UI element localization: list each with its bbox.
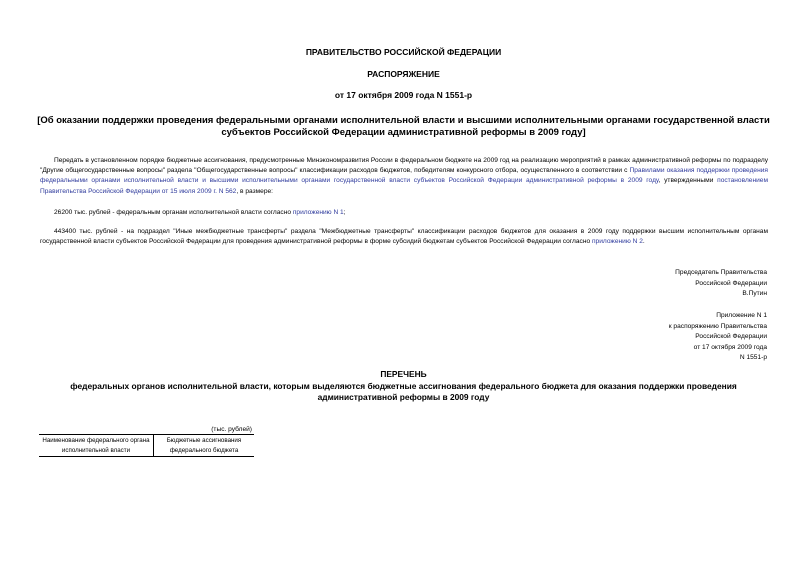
appendix-country: Российской Федерации	[695, 333, 767, 341]
federal-amount-text: 26200 тыс. рублей - федеральным органам исполнительной власти согласно	[54, 209, 293, 216]
paragraph-transfer	[40, 156, 768, 197]
federal-amount-end: ;	[343, 209, 346, 216]
appendix-1-link[interactable]: приложению N 1	[292, 209, 344, 216]
appendix-2-link[interactable]: приложению N 2	[591, 238, 643, 246]
paragraph-federal-amount	[40, 208, 768, 218]
list-heading: ПЕРЕЧЕНЬ	[380, 369, 427, 379]
appendix-order-number: N 1551-р	[739, 354, 767, 362]
list-subtitle: федеральных органов исполнительной власти, которым выделяются бюджетные ассигнования федерального бюджета для оказания поддержки проведения административной реформы в 2009 году	[70, 381, 737, 402]
appendix-header	[567, 311, 767, 364]
signature-name: В.Путин	[742, 290, 767, 298]
document-type: РАСПОРЯЖЕНИЕ	[367, 69, 440, 79]
transfers-amount-end: .	[642, 238, 645, 246]
paragraph-transfer-text-b: , утвержденными	[658, 177, 718, 185]
signature-block	[507, 268, 767, 300]
column-budget-allocations: Бюджетные ассигнования федерального бюджета	[154, 435, 255, 457]
appendix-date: от 17 октября 2009 года	[693, 343, 767, 351]
resolution-link[interactable]: постановлением Правительства Российской Федерации от 15 июля 2009 г. N 562	[40, 177, 768, 195]
signature-position: Председатель Правительства	[675, 269, 767, 276]
agencies-table	[39, 434, 254, 457]
appendix-number: Приложение N 1	[716, 312, 767, 319]
rules-link[interactable]: Правилами оказания поддержки проведения федеральными органами исполнительной власти и высшими исполнительными органами государственной власти субъектов Российской Федерации административной реформы в 2009 году	[40, 167, 768, 185]
paragraph-transfer-text-c: , в размере:	[236, 187, 274, 195]
table-header-row	[39, 435, 254, 457]
table-units: (тыс. рублей)	[211, 426, 252, 433]
paragraph-transfers-amount	[40, 227, 768, 247]
signature-country: Российской Федерации	[695, 279, 767, 287]
appendix-to-order: к распоряжению Правительства	[668, 322, 767, 330]
document-date-number: от 17 октября 2009 года N 1551-р	[334, 90, 473, 100]
paragraph-transfer-text-a: Передать в установленном порядке бюджетные ассигнования, предусмотренные Минэкономразвития России в федеральном бюджете на 2009 год на реализацию мероприятий в рамках административной реформы по подразделу "Другие общегосударственные вопросы" раздела "Общегосударственные вопросы" классификации расходов бюджетов, победителям конкурсного отбора, осуществленного в соответствии с	[40, 157, 768, 175]
column-agency-name: Наименование федерального органа исполнительной власти	[39, 435, 154, 457]
government-heading: ПРАВИТЕЛЬСТВО РОССИЙСКОЙ ФЕДЕРАЦИИ	[305, 47, 502, 57]
document-title: [Об оказании поддержки проведения федеральными органами исполнительной власти и высшими исполнительными органами государственной власти субъектов Российской Федерации административной реформы в 2009 году]	[37, 115, 770, 138]
transfers-amount-text: 443400 тыс. рублей - на подраздел "Иные межбюджетные трансферты" раздела "Межбюджетные трансферты" классификации расходов бюджетов для оказания в 2009 году поддержки высшим исполнительным органам государственной власти субъектов Российской Федерации для проведения административной реформы в форме субсидий бюджетам субъектов Российской Федерации согласно	[40, 228, 768, 246]
